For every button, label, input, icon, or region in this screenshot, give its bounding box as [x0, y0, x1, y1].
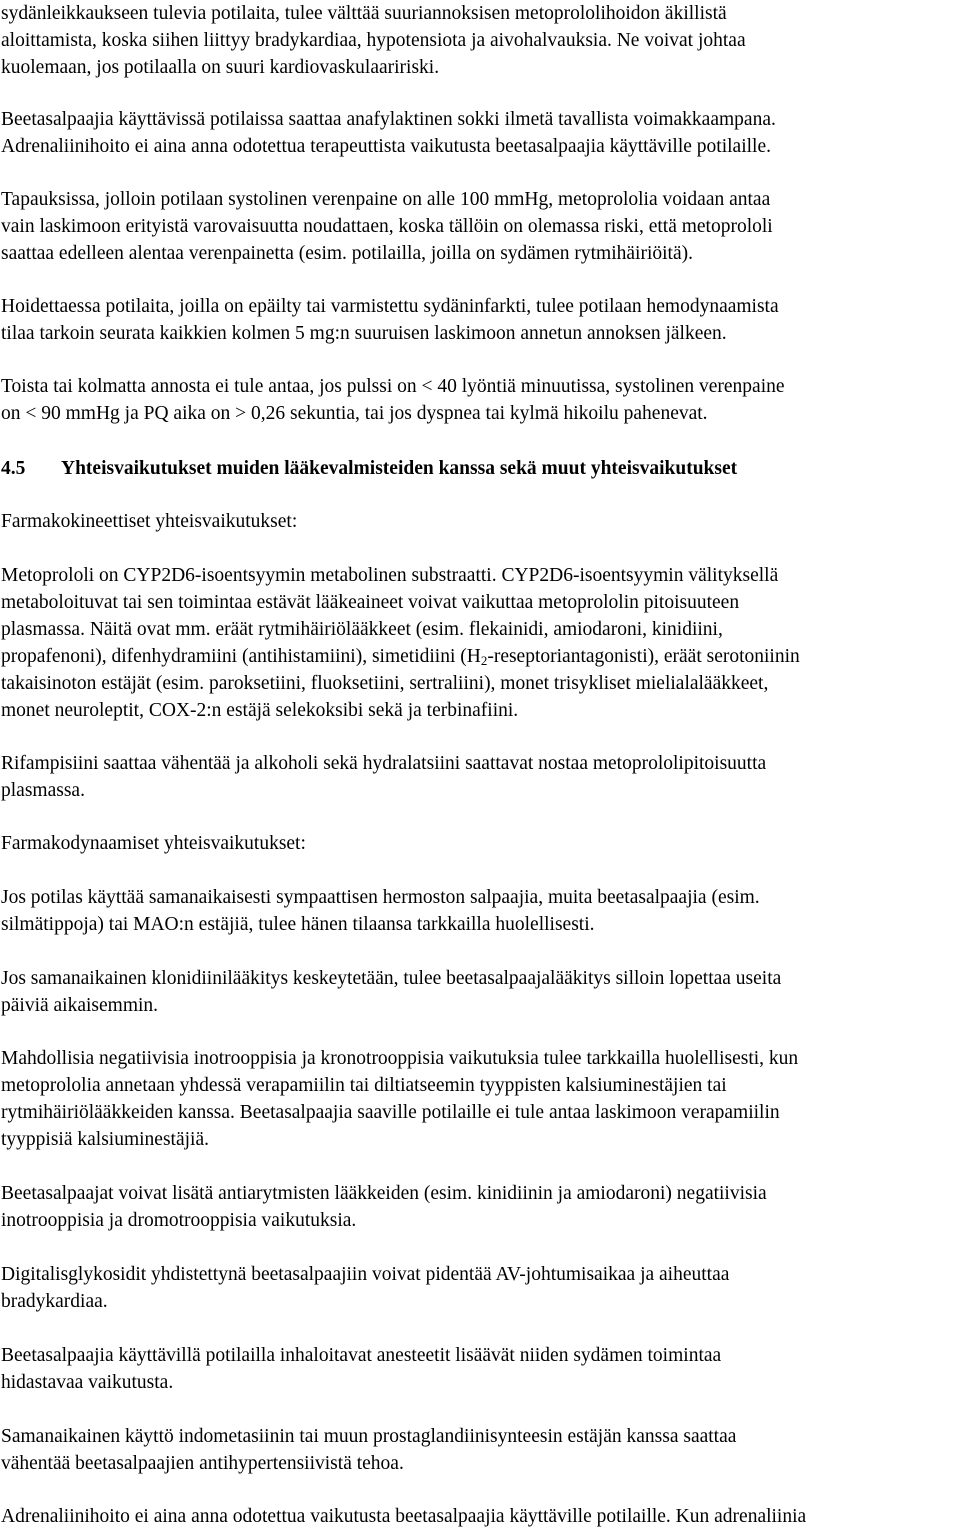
text-line: metaboloituvat tai sen toimintaa estävät lääkeaineet voivat vaikuttaa metoprololin pitoisuuteen	[1, 592, 740, 613]
text-line: metoprololia annetaan yhdessä verapamiilin tai diltiatseemin tyyppisten kalsiuminestäjien tai	[1, 1075, 727, 1096]
text-line: Beetasalpaajia käyttävissä potilaissa saattaa anafylaktinen sokki ilmetä tavallista voimakkaampana.	[1, 109, 776, 130]
text-line: sydänleikkaukseen tulevia potilaita, tulee välttää suuriannoksisen metoprololihoidon äkillistä	[1, 3, 727, 24]
text-line: on < 90 mmHg ja PQ aika on > 0,26 sekuntia, tai jos dyspnea tai kylmä hikoilu pahenevat.	[1, 403, 708, 424]
section-title: Yhteisvaikutukset muiden lääkevalmisteiden kanssa sekä muut yhteisvaikutukset	[61, 458, 738, 479]
text-fragment: -reseptoriantagonisti), eräät serotoniinin	[487, 646, 800, 667]
text-line: monet neuroleptit, COX-2:n estäjä selekoksibi sekä ja terbinafiini.	[1, 700, 519, 721]
text-line: vain laskimoon erityistä varovaisuutta noudattaen, koska tällöin on olemassa riski, että metoprololi	[1, 216, 773, 237]
text-line: inotrooppisia ja dromotrooppisia vaikutuksia.	[1, 1210, 357, 1231]
text-fragment: propafenoni), difenhydramiini (antihistamiini), simetidiini (H	[1, 646, 481, 667]
text-line: kuolemaan, jos potilaalla on suuri kardiovaskulaaririski.	[1, 57, 440, 78]
text-line: Toista tai kolmatta annosta ei tule antaa, jos pulssi on < 40 lyöntiä minuutissa, systolinen verenpaine	[1, 376, 785, 397]
text-line: vähentää beetasalpaajien antihypertensiivistä tehoa.	[1, 1453, 404, 1474]
text-line	[1, 647, 800, 667]
text-line: Digitalisglykosidit yhdistettynä beetasalpaajiin voivat pidentää AV-johtumisaikaa ja aiheuttaa	[1, 1264, 730, 1285]
text-line: tilaa tarkoin seurata kaikkien kolmen 5 mg:n suuruisen laskimoon annetun annoksen jälkeen.	[1, 323, 727, 344]
text-line: Hoidettaessa potilaita, joilla on epäilty tai varmistettu sydäninfarkti, tulee potilaan hemodynaamista	[1, 296, 779, 317]
text-line: Metoprololi on CYP2D6-isoentsyymin metabolinen substraatti. CYP2D6-isoentsyymin välityksellä	[1, 565, 779, 586]
text-line: takaisinoton estäjät (esim. paroksetiini, fluoksetiini, sertraliini), monet trisykliset mielialalääkkeet,	[1, 673, 769, 694]
text-line: Adrenaliinihoito ei aina anna odotettua terapeuttista vaikutusta beetasalpaajia käyttäville potilaille.	[1, 136, 771, 157]
text-line: saattaa edelleen alentaa verenpainetta (esim. potilailla, joilla on sydämen rytmihäiriöitä).	[1, 243, 693, 264]
section-heading	[1, 459, 737, 479]
text-line: bradykardiaa.	[1, 1291, 108, 1312]
text-line: plasmassa.	[1, 780, 85, 801]
text-line: Samanaikainen käyttö indometasiinin tai muun prostaglandiinisynteesin estäjän kanssa saattaa	[1, 1426, 737, 1447]
subsection-label-pharmacokinetic: Farmakokineettiset yhteisvaikutukset:	[1, 511, 298, 532]
text-line: tyyppisiä kalsiuminestäjiä.	[1, 1129, 209, 1150]
section-number: 4.5	[1, 458, 26, 479]
text-line: Rifampisiini saattaa vähentää ja alkoholi sekä hydralatsiini saattavat nostaa metoprololipitoisuutta	[1, 753, 767, 774]
text-line: päiviä aikaisemmin.	[1, 995, 159, 1016]
text-line: Beetasalpaajat voivat lisätä antiarytmisten lääkkeiden (esim. kinidiinin ja amiodaroni) negatiivisia	[1, 1183, 767, 1204]
text-line: Jos potilas käyttää samanaikaisesti sympaattisen hermoston salpaajia, muita beetasalpaajia (esim.	[1, 887, 760, 908]
text-line: Beetasalpaajia käyttävillä potilailla inhaloitavat anesteetit lisäävät niiden sydämen toimintaa	[1, 1345, 722, 1366]
text-line: Jos samanaikainen klonidiinilääkitys keskeytetään, tulee beetasalpaajalääkitys silloin lopettaa useita	[1, 968, 782, 989]
subsection-label-pharmacodynamic: Farmakodynaamiset yhteisvaikutukset:	[1, 833, 306, 854]
text-line: Tapauksissa, jolloin potilaan systolinen verenpaine on alle 100 mmHg, metoprololia voidaan antaa	[1, 189, 771, 210]
text-line: aloittamista, koska siihen liittyy bradykardiaa, hypotensiota ja aivohalvauksia. Ne voivat johtaa	[1, 30, 746, 51]
text-line: plasmassa. Näitä ovat mm. eräät rytmihäiriölääkkeet (esim. flekainidi, amiodaroni, kinidiini,	[1, 619, 723, 640]
text-line: rytmihäiriölääkkeiden kanssa. Beetasalpaajia saaville potilaille ei tule antaa laskimoon verapamiilin	[1, 1102, 780, 1123]
subscript: 2	[480, 653, 488, 668]
text-line: Adrenaliinihoito ei aina anna odotettua vaikutusta beetasalpaajia käyttäville potilaille. Kun adrenaliinia	[1, 1506, 807, 1527]
text-line: silmätippoja) tai MAO:n estäjiä, tulee hänen tilaansa tarkkailla huolellisesti.	[1, 914, 595, 935]
text-line: hidastavaa vaikutusta.	[1, 1372, 174, 1393]
text-line: Mahdollisia negatiivisia inotrooppisia ja kronotrooppisia vaikutuksia tulee tarkkailla huolellisesti, kun	[1, 1048, 799, 1069]
